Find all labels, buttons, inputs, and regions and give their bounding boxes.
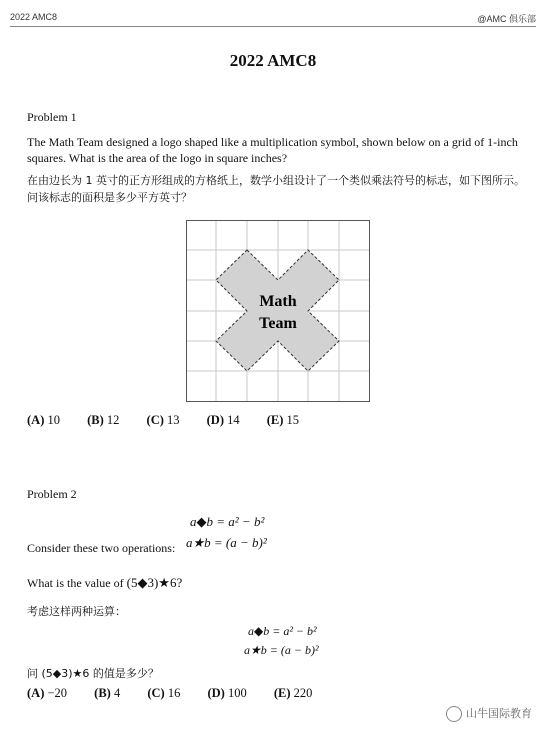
choice-c[interactable]: (C) 16 (147, 686, 181, 700)
problem2-cn-op1: a◆b = a² − b² (248, 624, 317, 638)
choice-d[interactable]: (D) 14 (206, 413, 240, 427)
problem2-cn-intro: 考虑这样两种运算： (27, 605, 126, 618)
problem1-text-en: The Math Team designed a logo shaped like a multiplication symbol, shown below on a grid of 1-inch squares. What is the area of the logo in square inches? (27, 135, 518, 165)
logo-figure (186, 220, 370, 407)
problem2-question-expr: (5◆3)★6? (126, 575, 183, 590)
logo-label-team: Team (259, 315, 297, 332)
grid-figure (186, 220, 370, 402)
problem2-op-intro: Consider these two operations: (27, 541, 176, 555)
choice-a[interactable]: (A) −20 (27, 686, 68, 700)
choice-b[interactable]: (B) 12 (87, 413, 120, 427)
choice-b[interactable]: (B) 4 (94, 686, 121, 700)
problem2-op1: a◆b = a² − b² (190, 514, 265, 529)
header-right: @AMC 俱乐部 (477, 14, 536, 24)
watermark: 山牛国际教育 (446, 705, 532, 722)
choice-e[interactable]: (E) 15 (266, 413, 300, 427)
wechat-icon (446, 706, 462, 722)
problem1-label: Problem 1 (27, 110, 77, 124)
problem2-choices (27, 686, 336, 701)
problem2-question-prefix: What is the value of (27, 576, 124, 590)
choice-e[interactable]: (E) 220 (273, 686, 313, 700)
problem2-label: Problem 2 (27, 487, 77, 501)
problem1-choices (27, 413, 323, 428)
header-left: 2022 AMC8 (10, 12, 58, 22)
choice-d[interactable]: (D) 100 (207, 686, 247, 700)
problem2-op2: a★b = (a − b)² (186, 535, 267, 550)
problem2-question (27, 575, 182, 591)
logo-label-math: Math (259, 293, 297, 310)
choice-c[interactable]: (C) 13 (146, 413, 180, 427)
problem1-text-cn: 在由边长为 1 英寸的正方形组成的方格纸上，数学小组设计了一个类似乘法符号的标志，如下图所示。问该标志的面积是多少平方英寸？ (27, 174, 525, 204)
header-rule (10, 26, 536, 27)
page-title: 2022 AMC8 (229, 51, 317, 70)
problem2-cn-question: 问 (5◆3)★6 的值是多少？ (27, 667, 159, 680)
choice-a[interactable]: (A) 10 (27, 413, 60, 427)
problem2-cn-op2: a★b = (a − b)² (244, 643, 319, 657)
